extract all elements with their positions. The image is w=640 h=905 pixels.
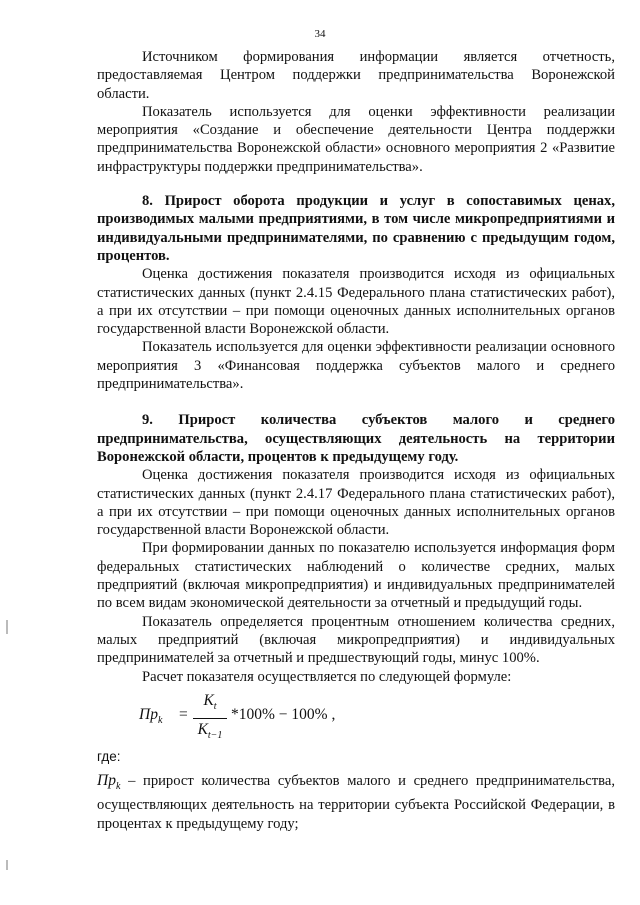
section-heading-9: 9. Прирост количества субъектов малого и среднего предпринимательства, осуществляющих деятельность на территории Воронежской области, процентов к предыдущему году.: [97, 412, 615, 465]
formula-lhs: $Пр_k$: [139, 705, 163, 726]
where-label: где:: [97, 748, 121, 764]
formula-equals: =: [179, 705, 188, 723]
paragraph-assessment-9: Оценка достижения показателя производится исходя из официальных статистических данных (пункт 2.4.17 Федерального плана статистических работ), а при их отсутствии – при помощи оценочных данных исполнительных органов государственной власти Воронежской области.: [97, 467, 615, 539]
paragraph-formula-intro: Расчет показателя осуществляется по следующей формуле:: [142, 668, 512, 685]
formula-denominator: $K_{t-1}$: [197, 720, 223, 741]
scan-artifact: [6, 860, 8, 870]
scan-artifact: [6, 620, 8, 634]
fraction-bar: [193, 718, 227, 719]
section-heading-8: 8. Прирост оборота продукции и услуг в сопоставимых ценах, производимых малыми предприятиями, в том числе микропредприятиями и индивидуальными предпринимателями, по сравнению с предыдущим годом, процентов.: [97, 193, 615, 264]
paragraph-data-forms: При формировании данных по показателю используется информация форм федеральных статистических наблюдений о количестве средних, малых предприятий (включая микропредприятия) и индивидуальных предпринимателей по всем видам экономической деятельности за отчетный и предыдущий годы.: [97, 540, 615, 612]
variable-definition: $Пр_k$ – прирост количества субъектов малого и среднего предпринимательства, осуществляющих деятельность на территории субъекта Российской Федерации, в процентах к предыдущему году;: [97, 772, 615, 832]
formula-rest: *100% − 100% ,: [231, 705, 336, 723]
formula: [97, 691, 615, 741]
paragraph-definition: Показатель определяется процентным отношением количества средних, малых предприятий (включая микропредприятия) и индивидуальных предпринимателей за отчетный и предшествующий годы, минус 100%.: [97, 613, 615, 667]
page-number: 34: [314, 28, 326, 40]
formula-fraction: [193, 691, 227, 746]
formula-numerator: $K_t$: [203, 691, 217, 712]
paragraph-usage-8: Показатель используется для оценки эффективности реализации основного мероприятия 3 «Финансовая поддержка субъектов малого и среднего предпринимательства».: [97, 339, 615, 393]
definition-symbol: $Пр_k$: [97, 772, 121, 793]
document-body: [97, 48, 615, 833]
paragraph-usage-1: Показатель используется для оценки эффективности реализации мероприятия «Создание и обеспечение деятельности Центра поддержки предпринимательства Воронежской области» основного мероприятия 2 «Развитие инфраструктуры поддержки предпринимательства».: [97, 103, 615, 175]
paragraph-assessment-8: Оценка достижения показателя производится исходя из официальных статистических данных (пункт 2.4.15 Федерального плана статистических работ), а при их отсутствии – при помощи оценочных данных исполнительных органов государственной власти Воронежской области.: [97, 266, 615, 338]
paragraph-source: Источником формирования информации является отчетность, предоставляемая Центром поддержки предпринимательства Воронежской области.: [97, 49, 615, 102]
